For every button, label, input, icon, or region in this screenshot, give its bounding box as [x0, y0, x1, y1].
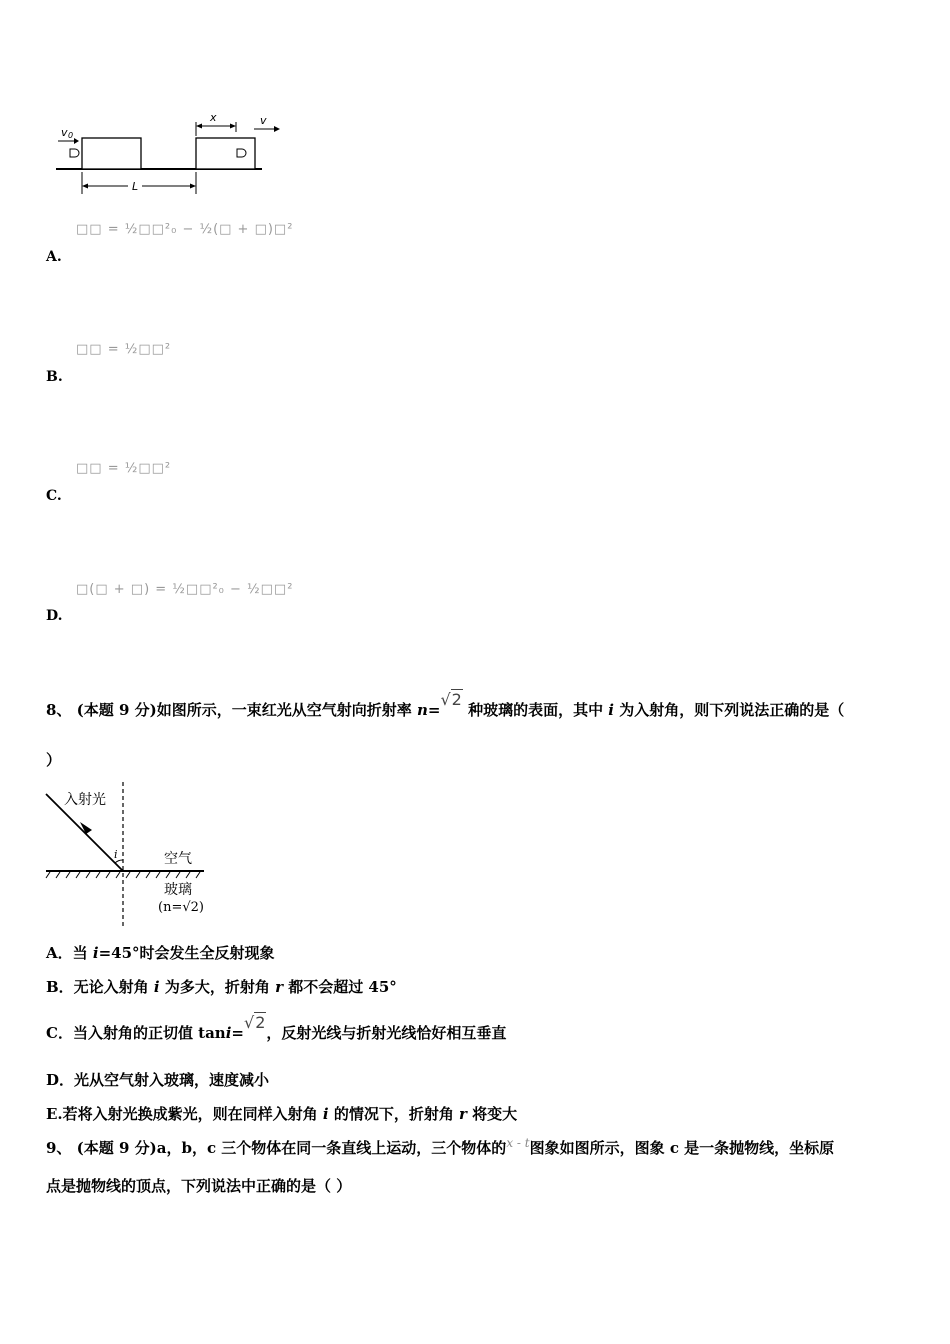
- q8-stem: 8、 (本题 9 分)如图所示，一束红光从空气射向折射率 n=√2 种玻璃的表面，其中 i 为入射角，则下列说法正确的是（: [46, 690, 845, 719]
- d-shape-left: [70, 149, 79, 157]
- option-b-letter[interactable]: B.: [46, 369, 63, 385]
- option-c-letter[interactable]: C.: [46, 488, 62, 504]
- block-collision-figure: [52, 108, 292, 198]
- v-label: v: [260, 114, 267, 127]
- air-label: 空气: [164, 851, 192, 867]
- option-a-formula: □□ = ½□□²₀ − ½(□ + □)□²: [76, 222, 294, 237]
- q9-stem-line1: 9、 (本题 9 分)a，b，c 三个物体在同一条直线上运动，三个物体的$^{x - t}$图象如图所示，图象 c 是一条抛物线，坐标原: [46, 1136, 835, 1157]
- n-note: (n=√2): [158, 900, 204, 915]
- q8-option-d[interactable]: D．光从空气射入玻璃，速度减小: [46, 1071, 270, 1089]
- q8-close-paren: ）: [46, 751, 62, 769]
- q8-option-c[interactable]: C．当入射角的正切值 tani=√2，反射光线与折射光线恰好相互垂直: [46, 1013, 507, 1042]
- q8-option-a[interactable]: A．当 i=45°时会发生全反射现象: [46, 944, 275, 962]
- v0-label: v: [61, 126, 68, 139]
- svg-text:0: 0: [68, 131, 74, 140]
- glass-label: 玻璃: [164, 882, 192, 898]
- x-label: x: [210, 111, 217, 124]
- angle-i-label: i: [114, 848, 118, 861]
- option-c-formula: □□ = ½□□²: [76, 461, 172, 476]
- q8-option-b[interactable]: B．无论入射角 i 为多大，折射角 r 都不会超过 45°: [46, 978, 397, 996]
- incident-label: 入射光: [64, 792, 106, 808]
- L-label: L: [132, 180, 139, 193]
- option-d-formula: □(□ + □) = ½□□²₀ − ½□□²: [76, 582, 294, 597]
- q9-stem-line2: 点是抛物线的顶点，下列说法中正确的是（ ）: [46, 1177, 352, 1195]
- option-d-letter[interactable]: D.: [46, 608, 63, 624]
- q8-option-e[interactable]: E.若将入射光换成紫光，则在同样入射角 i 的情况下，折射角 r 将变大: [46, 1105, 518, 1123]
- refraction-figure: [44, 778, 214, 928]
- sqrt-2: √2: [440, 690, 462, 709]
- option-b-formula: □□ = ½□□²: [76, 342, 172, 357]
- option-a-letter[interactable]: A.: [46, 249, 62, 265]
- left-block: [82, 138, 141, 169]
